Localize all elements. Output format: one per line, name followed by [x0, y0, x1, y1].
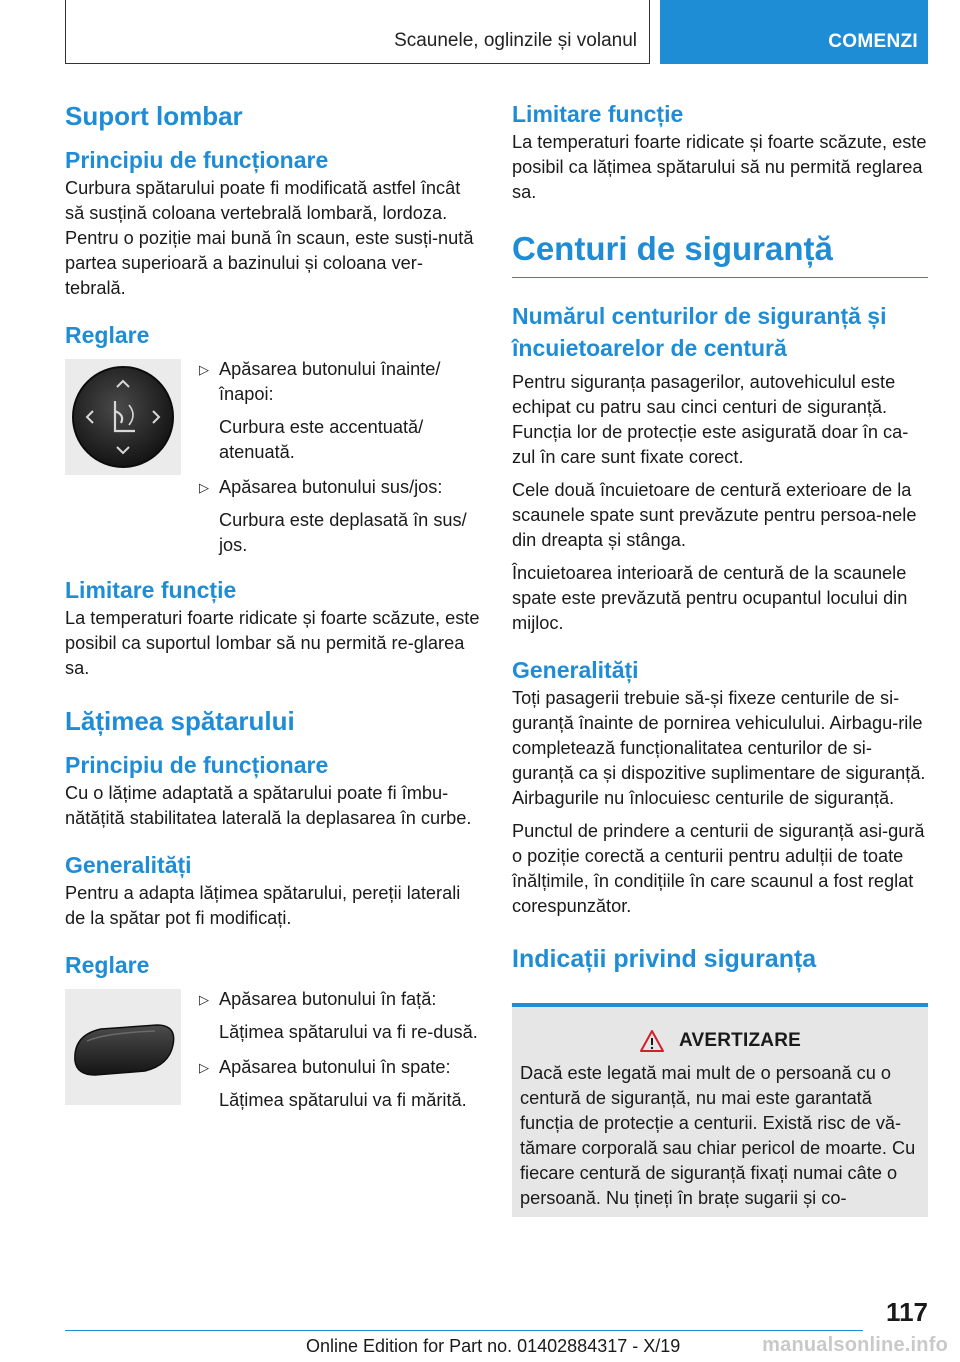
count-paragraph: Încuietoarea interioară de centură de la scaunele spate este prevăzută pentru ocupantul locului din mijloc. [512, 563, 908, 633]
width-step [199, 987, 480, 1012]
step-result: Lățimea spătarului va fi mărită. [219, 1090, 467, 1110]
section-tab [660, 0, 928, 64]
warning-title: AVERTIZARE [679, 1030, 801, 1051]
width-switch-icon [65, 989, 181, 1105]
lumbar-steps [199, 357, 480, 568]
width-principle-title: Principiu de funcționare [65, 752, 329, 778]
count-paragraph: Cele două încuietoare de centură exterioare de la scaunele spate sunt prevăzute pentru persoa-nele din dreapta și stânga. [512, 480, 917, 550]
chapter-title: Scaunele, oglinzile și volanul [394, 30, 637, 51]
lumbar-step [199, 475, 480, 500]
section-label: COMENZI [828, 31, 918, 52]
lumbar-title: Suport lombar [65, 101, 243, 131]
step-action: Apăsarea butonului înainte/ înapoi: [219, 359, 441, 404]
general-paragraph: Punctul de prindere a centurii de siguranță asi-gură o poziție corectă a centurii pentru adulții de toate înălțimile, în condițiile în care scaunul a fost reglat corespunzător. [512, 821, 925, 916]
right-column [512, 100, 928, 1217]
width-principle-text: Cu o lățime adaptată a spătarului poate fi îmbu-nătățită stabilitatea laterală la deplasarea în curbe. [65, 783, 472, 828]
width-steps [199, 987, 480, 1123]
step-result: Curbura este deplasată în sus/ jos. [219, 510, 467, 555]
lumbar-adjust-block [65, 357, 480, 568]
step-action: Apăsarea butonului în față: [219, 989, 437, 1009]
general-text: Pentru a adapta lățimea spătarului, pereții laterali de la spătar pot fi modificați. [65, 883, 461, 928]
warning-triangle-icon [639, 1029, 665, 1053]
width-title: Lățimea spătarului [65, 706, 295, 736]
count-paragraph: Pentru siguranța pasagerilor, autovehiculul este echipat cu patru sau cinci centuri de siguranță. Funcția lor de protecție este asigurată doar în ca-zul în care sunt fixate corect. [512, 372, 909, 467]
width-adjust-block [65, 987, 480, 1123]
left-column [65, 100, 480, 1123]
width-control-image [65, 989, 181, 1105]
warning-text: Dacă este legată mai mult de o persoană cu o centură de siguranță, nu mai este garantată funcția de protecție a centurii. Există risc de vă-tămare corporală sau chiar pericol de moarte. Cu fiecare centură de siguranță fixați numai câte o persoană. Nu țineți în brațe sugarii și co- [520, 1063, 916, 1208]
edition-text: Online Edition for Part no. 01402884317 - X/19 [306, 1336, 681, 1356]
principle-text: Curbura spătarului poate fi modificată astfel încât să susțină coloana vertebrală lombară, lordoza. Pentru o poziție mai bună în scaun, este susți-nută partea superioară a bazinului și coloana ver-tebrală. [65, 178, 474, 298]
triangle-bullet-icon: ▷ [199, 480, 209, 495]
triangle-bullet-icon: ▷ [199, 992, 209, 1007]
page-header [65, 0, 928, 64]
right-limit-text: La temperaturi foarte ridicate și foarte scăzute, este posibil ca lățimea spătarului să nu permită reglarea sa. [512, 132, 927, 202]
triangle-bullet-icon: ▷ [199, 362, 209, 377]
lumbar-control-image [65, 359, 181, 475]
count-title: Numărul centurilor de siguranță și încuietoarelor de centură [512, 303, 887, 361]
limit-text: La temperaturi foarte ridicate și foarte scăzute, este posibil ca suportul lombar să nu permită re-glarea sa. [65, 608, 480, 678]
page-number: 117 [886, 1297, 928, 1327]
warning-header [520, 1029, 920, 1053]
warning-box [512, 1003, 928, 1217]
footer-divider [65, 1330, 863, 1331]
lumbar-step [199, 357, 480, 407]
step-action: Apăsarea butonului în spate: [219, 1057, 451, 1077]
chapter-tab [65, 0, 650, 64]
lumbar-knob-icon [65, 359, 181, 475]
width-step [199, 1055, 480, 1080]
safety-title: Indicații privind siguranța [512, 945, 817, 973]
reglare-title: Reglare [65, 322, 150, 348]
triangle-bullet-icon: ▷ [199, 1060, 209, 1075]
step-result: Lățimea spătarului va fi re-dusă. [219, 1022, 478, 1042]
belts-title: Centuri de siguranță [512, 229, 928, 278]
step-action: Apăsarea butonului sus/jos: [219, 477, 443, 497]
limit-title: Limitare funcție [65, 577, 237, 603]
reglare2-title: Reglare [65, 952, 150, 978]
general-title: Generalități [65, 852, 192, 878]
right-general-title: Generalități [512, 657, 639, 683]
watermark: manualsonline.info [762, 1334, 948, 1356]
principle-title: Principiu de funcționare [65, 147, 329, 173]
step-result: Curbura este accentuată/ atenuată. [219, 417, 424, 462]
general-paragraph: Toți pasagerii trebuie să-și fixeze centurile de si-guranță înainte de pornirea vehiculului. Airbagu-rile completează funcționalitatea centurilor de si-guranță ca și dispozitive suplimentare de siguranță. Airbagurile nu înlocuiesc centurile de siguranță. [512, 688, 926, 808]
right-limit-title: Limitare funcție [512, 101, 684, 127]
